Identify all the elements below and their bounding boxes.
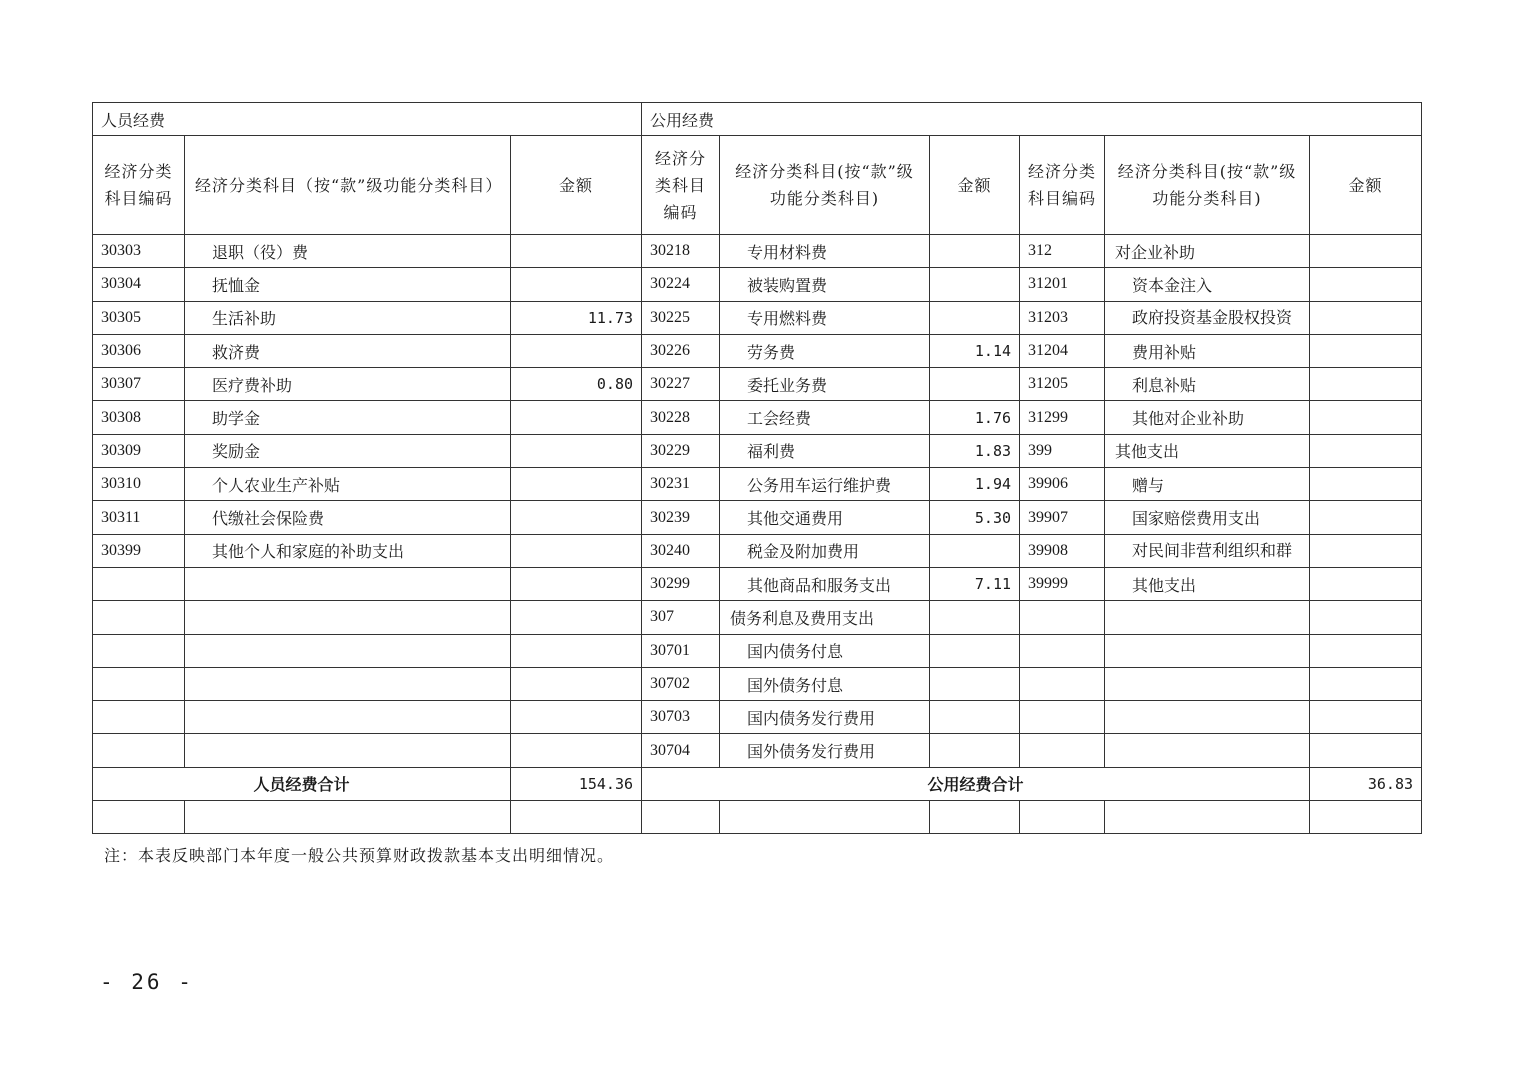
left-code-cell: 30304 (93, 268, 185, 301)
left-amount-cell (511, 401, 642, 434)
table-row (93, 534, 1422, 567)
right-code-cell: 31204 (1020, 334, 1105, 367)
right-name-cell: 费用补贴 (1105, 334, 1310, 367)
blank-cell (1105, 800, 1310, 833)
left-name-cell: 救济费 (185, 334, 511, 367)
table-row (93, 701, 1422, 734)
left-amount-cell: 0.80 (511, 368, 642, 401)
mid-code-cell: 30227 (642, 368, 720, 401)
right-code-cell (1020, 601, 1105, 634)
blank-cell (93, 800, 185, 833)
table-row (93, 334, 1422, 367)
mid-code-cell: 30702 (642, 667, 720, 700)
right-name-cell (1105, 734, 1310, 767)
left-amount-cell (511, 701, 642, 734)
left-name-cell: 生活补助 (185, 301, 511, 334)
mid-amount-cell: 1.94 (930, 468, 1020, 501)
mid-code-cell: 30703 (642, 701, 720, 734)
mid-amount-cell: 1.14 (930, 334, 1020, 367)
mid-amount-cell (930, 301, 1020, 334)
mid-name-cell: 其他交通费用 (720, 501, 930, 534)
right-amount-cell (1310, 701, 1422, 734)
table-row (93, 268, 1422, 301)
left-amount-cell (511, 468, 642, 501)
right-amount-cell (1310, 434, 1422, 467)
mid-name-cell: 国内债务付息 (720, 634, 930, 667)
left-code-cell: 30399 (93, 534, 185, 567)
mid-name-cell: 福利费 (720, 434, 930, 467)
right-code-cell: 31205 (1020, 368, 1105, 401)
right-name-cell (1105, 634, 1310, 667)
table-note: 注：本表反映部门本年度一般公共预算财政拨款基本支出明细情况。 (104, 846, 615, 865)
right-amount-cell (1310, 601, 1422, 634)
left-name-cell (185, 601, 511, 634)
right-name-cell: 利息补贴 (1105, 368, 1310, 401)
left-amount-cell (511, 235, 642, 268)
right-code-cell: 31203 (1020, 301, 1105, 334)
mid-amount-cell (930, 667, 1020, 700)
left-amount-cell (511, 667, 642, 700)
mid-code-cell: 30704 (642, 734, 720, 767)
mid-amount-cell: 1.76 (930, 401, 1020, 434)
blank-cell (511, 800, 642, 833)
left-name-cell: 退职（役）费 (185, 235, 511, 268)
section-public-expenses: 公用经费 (642, 103, 1422, 136)
mid-name-cell: 国外债务付息 (720, 667, 930, 700)
mid-code-cell: 30218 (642, 235, 720, 268)
right-name-cell (1105, 601, 1310, 634)
left-amount-cell (511, 334, 642, 367)
right-code-cell (1020, 634, 1105, 667)
section-personnel-expenses: 人员经费 (93, 103, 642, 136)
header-amount-mid: 金额 (930, 136, 1020, 235)
mid-name-cell: 国外债务发行费用 (720, 734, 930, 767)
right-code-cell: 399 (1020, 434, 1105, 467)
mid-amount-cell: 5.30 (930, 501, 1020, 534)
left-amount-cell (511, 434, 642, 467)
left-code-cell: 30303 (93, 235, 185, 268)
table-row (93, 235, 1422, 268)
right-amount-cell (1310, 368, 1422, 401)
blank-cell (1020, 800, 1105, 833)
mid-amount-cell (930, 268, 1020, 301)
left-name-cell (185, 567, 511, 600)
right-name-cell: 国家赔偿费用支出 (1105, 501, 1310, 534)
right-name-cell (1105, 701, 1310, 734)
right-amount-cell (1310, 634, 1422, 667)
table-row (93, 567, 1422, 600)
right-name-cell: 资本金注入 (1105, 268, 1310, 301)
left-name-cell (185, 734, 511, 767)
table-row (93, 301, 1422, 334)
left-code-cell (93, 701, 185, 734)
left-code-cell (93, 667, 185, 700)
left-code-cell (93, 734, 185, 767)
left-amount-cell (511, 534, 642, 567)
mid-code-cell: 30225 (642, 301, 720, 334)
mid-amount-cell: 1.83 (930, 434, 1020, 467)
header-amount-left: 金额 (511, 136, 642, 235)
right-amount-cell (1310, 334, 1422, 367)
mid-code-cell: 30299 (642, 567, 720, 600)
left-name-cell (185, 667, 511, 700)
header-code-left: 经济分类科目编码 (93, 136, 185, 235)
table-row (93, 434, 1422, 467)
left-code-cell: 30311 (93, 501, 185, 534)
left-code-cell: 30308 (93, 401, 185, 434)
left-code-cell: 30307 (93, 368, 185, 401)
mid-code-cell: 30240 (642, 534, 720, 567)
mid-code-cell: 30239 (642, 501, 720, 534)
mid-amount-cell (930, 534, 1020, 567)
mid-amount-cell (930, 601, 1020, 634)
left-code-cell: 30306 (93, 334, 185, 367)
right-amount-cell (1310, 734, 1422, 767)
table-row (93, 634, 1422, 667)
left-name-cell (185, 634, 511, 667)
left-name-cell: 奖励金 (185, 434, 511, 467)
right-code-cell: 31201 (1020, 268, 1105, 301)
right-code-cell (1020, 667, 1105, 700)
right-name-cell: 赠与 (1105, 468, 1310, 501)
left-amount-cell (511, 567, 642, 600)
mid-code-cell: 307 (642, 601, 720, 634)
left-name-cell: 抚恤金 (185, 268, 511, 301)
left-name-cell (185, 701, 511, 734)
mid-code-cell: 30701 (642, 634, 720, 667)
left-amount-cell (511, 734, 642, 767)
left-amount-cell (511, 268, 642, 301)
right-amount-cell (1310, 534, 1422, 567)
left-name-cell: 助学金 (185, 401, 511, 434)
header-code-right: 经济分类科目编码 (1020, 136, 1105, 235)
mid-code-cell: 30231 (642, 468, 720, 501)
right-name-cell (1105, 667, 1310, 700)
mid-name-cell: 专用燃料费 (720, 301, 930, 334)
mid-code-cell: 30226 (642, 334, 720, 367)
table-row (93, 601, 1422, 634)
mid-name-cell: 工会经费 (720, 401, 930, 434)
header-code-mid: 经济分类科目编码 (642, 136, 720, 235)
right-code-cell: 39999 (1020, 567, 1105, 600)
mid-amount-cell (930, 368, 1020, 401)
right-amount-cell (1310, 268, 1422, 301)
totals-row (93, 767, 1422, 800)
right-name-cell (1105, 534, 1310, 567)
mid-amount-cell (930, 734, 1020, 767)
mid-name-cell: 公务用车运行维护费 (720, 468, 930, 501)
right-code-cell: 312 (1020, 235, 1105, 268)
table-row (93, 368, 1422, 401)
expenditure-detail-table (92, 102, 1422, 834)
mid-code-cell: 30224 (642, 268, 720, 301)
mid-name-cell: 国内债务发行费用 (720, 701, 930, 734)
right-amount-cell (1310, 235, 1422, 268)
left-code-cell (93, 634, 185, 667)
right-code-cell: 39906 (1020, 468, 1105, 501)
mid-name-cell: 劳务费 (720, 334, 930, 367)
left-code-cell: 30309 (93, 434, 185, 467)
blank-cell (642, 800, 720, 833)
blank-cell (930, 800, 1020, 833)
header-name-right: 经济分类科目(按“款”级功能分类科目) (1105, 136, 1310, 235)
personnel-total-value: 154.36 (511, 767, 642, 800)
mid-code-cell: 30229 (642, 434, 720, 467)
right-amount-cell (1310, 468, 1422, 501)
public-total-value: 36.83 (1310, 767, 1422, 800)
blank-cell (720, 800, 930, 833)
right-code-cell: 39908 (1020, 534, 1105, 567)
left-code-cell: 30310 (93, 468, 185, 501)
mid-name-cell: 税金及附加费用 (720, 534, 930, 567)
left-amount-cell (511, 601, 642, 634)
table-row (93, 401, 1422, 434)
personnel-total-label: 人员经费合计 (93, 767, 511, 800)
right-name-text: 政府投资基金股权投资 (1132, 307, 1293, 327)
header-name-left: 经济分类科目（按“款”级功能分类科目） (185, 136, 511, 235)
right-name-cell: 其他支出 (1105, 567, 1310, 600)
left-name-cell: 代缴社会保险费 (185, 501, 511, 534)
right-name-text: 对民间非营利组织和群 (1132, 540, 1293, 560)
right-code-cell (1020, 701, 1105, 734)
mid-amount-cell: 7.11 (930, 567, 1020, 600)
blank-cell (185, 800, 511, 833)
right-name-cell: 其他对企业补助 (1105, 401, 1310, 434)
mid-name-cell: 被装购置费 (720, 268, 930, 301)
table-row (93, 501, 1422, 534)
right-amount-cell (1310, 401, 1422, 434)
table-row (93, 734, 1422, 767)
left-name-cell: 医疗费补助 (185, 368, 511, 401)
mid-amount-cell (930, 701, 1020, 734)
mid-name-cell: 专用材料费 (720, 235, 930, 268)
page-number: - 26 - (100, 970, 194, 994)
right-code-cell: 31299 (1020, 401, 1105, 434)
right-name-cell: 其他支出 (1105, 434, 1310, 467)
right-amount-cell (1310, 501, 1422, 534)
left-code-cell (93, 567, 185, 600)
blank-cell (1310, 800, 1422, 833)
blank-row (93, 800, 1422, 833)
mid-amount-cell (930, 235, 1020, 268)
mid-name-cell: 其他商品和服务支出 (720, 567, 930, 600)
left-code-cell (93, 601, 185, 634)
left-name-cell: 个人农业生产补贴 (185, 468, 511, 501)
right-amount-cell (1310, 301, 1422, 334)
right-code-cell (1020, 734, 1105, 767)
mid-amount-cell (930, 634, 1020, 667)
table-row (93, 468, 1422, 501)
left-amount-cell (511, 634, 642, 667)
right-amount-cell (1310, 667, 1422, 700)
table-row (93, 667, 1422, 700)
left-amount-cell (511, 501, 642, 534)
right-amount-cell (1310, 567, 1422, 600)
left-code-cell: 30305 (93, 301, 185, 334)
right-code-cell: 39907 (1020, 501, 1105, 534)
mid-name-cell: 债务利息及费用支出 (720, 601, 930, 634)
header-name-mid: 经济分类科目(按“款”级功能分类科目) (720, 136, 930, 235)
header-amount-right: 金额 (1310, 136, 1422, 235)
right-name-cell: 对企业补助 (1105, 235, 1310, 268)
left-name-cell: 其他个人和家庭的补助支出 (185, 534, 511, 567)
right-name-cell (1105, 301, 1310, 334)
left-amount-cell: 11.73 (511, 301, 642, 334)
mid-name-cell: 委托业务费 (720, 368, 930, 401)
mid-code-cell: 30228 (642, 401, 720, 434)
public-total-label: 公用经费合计 (642, 767, 1310, 800)
